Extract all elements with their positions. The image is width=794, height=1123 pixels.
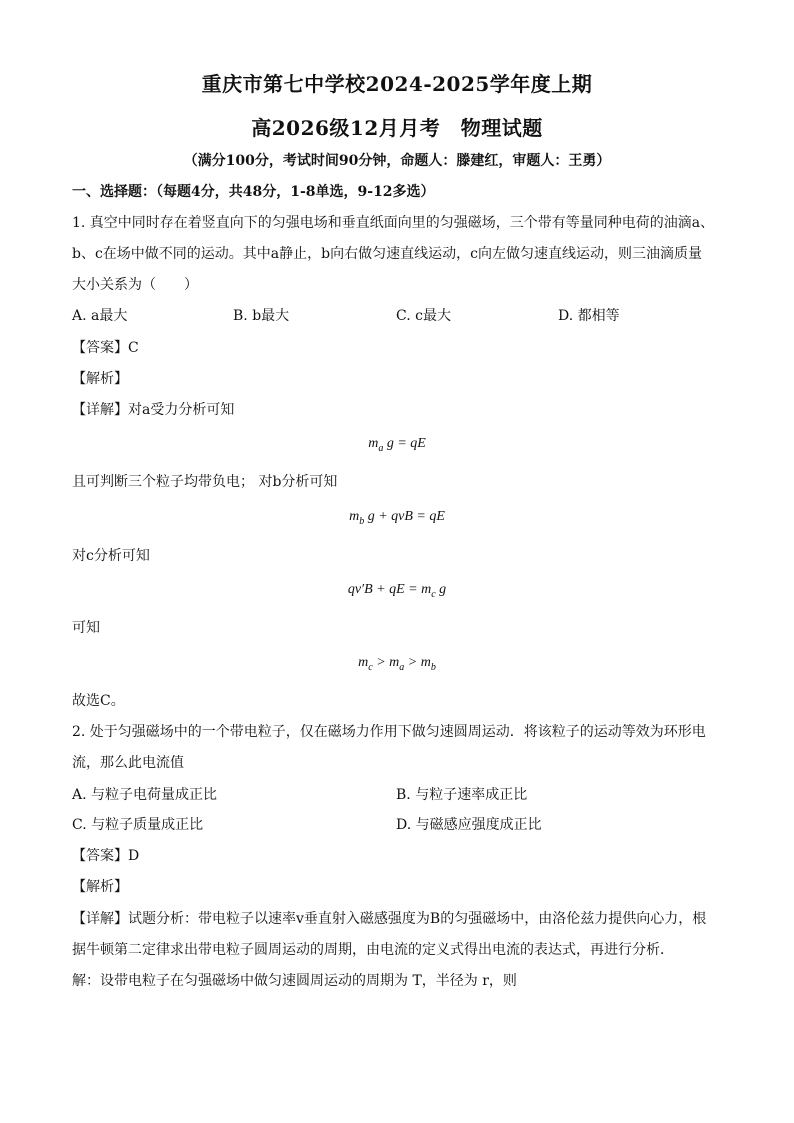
q1-formula-2: $m_b$ g + qvB = qE <box>349 509 445 527</box>
section-heading: 一、选择题：（每题4分，共48分，1-8单选，9-12多选） <box>72 184 435 200</box>
q2-analysis-label: 【解析】 <box>72 879 128 895</box>
q2-stem-line1: 2. 处于匀强磁场中的一个带电粒子，仅在磁场力作用下做匀速圆周运动．将该粒子的运动等效为环形电 <box>72 724 706 740</box>
q2-stem-line2: 流，那么此电流值 <box>72 755 184 771</box>
q1-conclusion: 故选C。 <box>72 693 125 709</box>
q1-stem-line2: b、c在场中做不同的运动。其中a静止，b向右做匀速直线运动，c向左做匀速直线运动，则三油滴质量 <box>72 246 702 262</box>
exam-title: 高2026级12月月考 物理试题 <box>251 116 543 140</box>
q2-detail-line3: 解：设带电粒子在匀强磁场中做匀速圆周运动的周期为 T，半径为 r，则 <box>72 973 517 989</box>
exam-info: （满分100分，考试时间90分钟，命题人：滕建红，审题人：王勇） <box>183 153 611 169</box>
q2-option-b: B. 与粒子速率成正比 <box>396 787 528 803</box>
q1-text-2: 且可判断三个粒子均带负电； 对b分析可知 <box>72 474 338 490</box>
q1-text-3: 对c分析可知 <box>72 548 150 564</box>
q1-text-4: 可知 <box>72 620 100 636</box>
q1-option-a: A. a最大 <box>72 308 128 324</box>
q1-stem-line3: 大小关系为（ ） <box>72 277 198 293</box>
q2-detail-line2: 据牛顿第二定律求出带电粒子圆周运动的周期，由电流的定义式得出电流的表达式，再进行分析． <box>72 942 674 958</box>
q1-analysis-label: 【解析】 <box>72 371 128 387</box>
q1-formula-4: $m_c > m_a > m_b$ <box>358 655 436 673</box>
q1-detail: 【详解】对a受力分析可知 <box>72 402 235 418</box>
q2-option-a: A. 与粒子电荷量成正比 <box>72 787 218 803</box>
q1-answer: 【答案】C <box>72 340 139 356</box>
q2-option-c: C. 与粒子质量成正比 <box>72 817 204 833</box>
q2-answer: 【答案】D <box>72 848 140 864</box>
q1-option-c: C. c最大 <box>396 308 451 324</box>
q1-formula-1: $m_a$ g = qE <box>368 436 426 454</box>
q2-detail-line1: 【详解】试题分析：带电粒子以速率v垂直射入磁感强度为B的匀强磁场中，由洛伦兹力提供向心力，根 <box>72 911 707 927</box>
q2-option-d: D. 与磁感应强度成正比 <box>396 817 542 833</box>
q1-option-b: B. b最大 <box>233 308 290 324</box>
q1-stem-line1: 1. 真空中同时存在着竖直向下的匀强电场和垂直纸面向里的匀强磁场，三个带有等量同种电荷的油滴a、 <box>72 215 715 231</box>
school-title: 重庆市第七中学校2024-2025学年度上期 <box>201 72 593 96</box>
q1-option-d: D. 都相等 <box>558 308 620 324</box>
q1-formula-3: qv′B + qE = $m_c$ g <box>347 582 447 600</box>
